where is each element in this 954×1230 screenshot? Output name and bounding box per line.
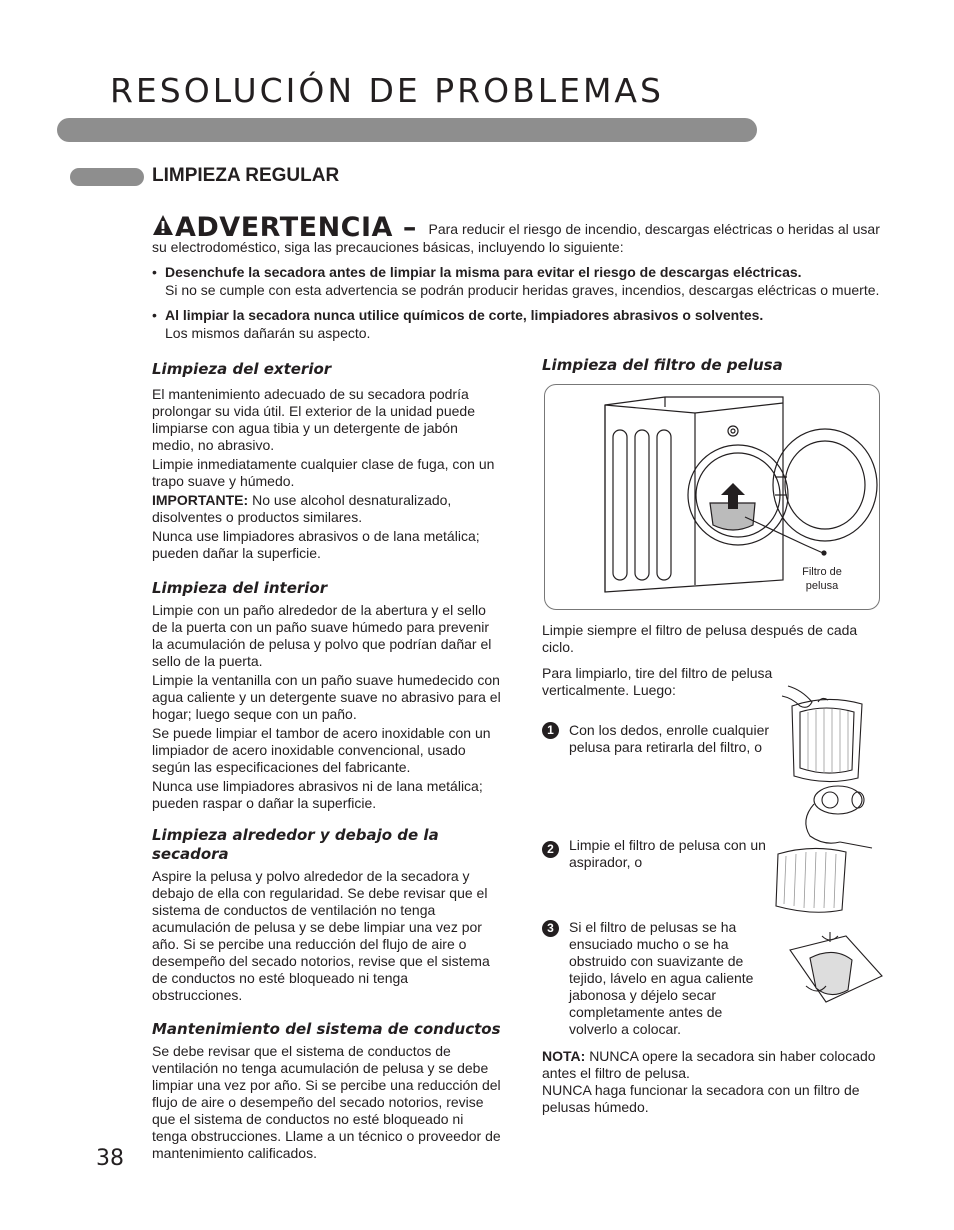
warning-bullet-text: Si no se cumple con esta advertencia se podrán producir heridas graves, incendios, descargas eléctricas o muerte. <box>165 282 880 298</box>
ducts-p1: Se debe revisar que el sistema de conductos de ventilación no tenga acumulación de pelusa y se debe limpiar una vez por año. Si se percibe una reducción del flujo de aire o desempeño del secado notorios, revise que el sistema de conductos no esté bloqueado ni tenga obstrucciones. Llame a un técnico o proveedor de mantenimiento calificados. <box>152 1043 501 1161</box>
note-text: NUNCA opere la secadora sin haber colocado antes el filtro de pelusa. <box>542 1048 876 1081</box>
washing-filter-icon <box>786 930 884 1008</box>
exterior-p3 <box>152 492 502 526</box>
exterior-p3-text: No use alcohol desnaturalizado, disolventes o productos similares. <box>152 492 452 525</box>
around-heading: Limpieza alrededor y debajo de la secadora <box>152 826 439 863</box>
step-text: Con los dedos, enrolle cualquier pelusa para retirarla del filtro, o <box>569 722 770 755</box>
interior-p4: Nunca use limpiadores abrasivos ni de lana metálica; pueden raspar o dañar la superficie. <box>152 778 483 811</box>
exterior-p2: Limpie inmediatamente cualquier clase de fuga, con un trapo suave y húmedo. <box>152 456 495 489</box>
filter-fingers-icon <box>778 680 874 790</box>
page-title: RESOLUCIÓN DE PROBLEMAS <box>110 71 664 110</box>
warning-bullet <box>152 263 887 299</box>
note-text-2: NUNCA haga funcionar la secadora con un filtro de pelusas húmedo. <box>542 1082 860 1115</box>
interior-p3: Se puede limpiar el tambor de acero inoxidable con un limpiador de acero inoxidable convencional, usado según las especificaciones del fabricante. <box>152 725 491 775</box>
note-label: NOTA: <box>542 1048 586 1064</box>
interior-p1: Limpie con un paño alrededor de la abertura y el sello de la puerta con un paño suave húmedo para prevenir la acumulación de pelusa y polvo que podrían dañar el sello de la puerta. <box>152 602 492 669</box>
left-column <box>152 360 502 1162</box>
interior-heading: Limpieza del interior <box>152 579 328 597</box>
exterior-important: IMPORTANTE: <box>152 492 249 508</box>
step-text: Limpie el filtro de pelusa con un aspirador, o <box>569 837 766 870</box>
lint-filter-label: Filtro de pelusa <box>802 566 842 592</box>
exterior-p1: El mantenimiento adecuado de su secadora podría prolongar su vida útil. El exterior de la unidad puede limpiarse con agua tibia y un detergente de jabón medio, no abrasivo. <box>152 386 475 453</box>
warning-bullet <box>152 306 887 342</box>
warning-intro: Para reducir el riesgo de incendio, descargas eléctricas o heridas al usar su electrodoméstico, siga las precauciones básicas, incluyendo lo siguiente: <box>152 221 880 255</box>
warning-triangle-icon <box>152 214 174 236</box>
warning-intro-line <box>152 214 887 256</box>
step-number: 3 <box>542 919 559 937</box>
warning-bullet-bold: Desenchufe la secadora antes de limpiar la misma para evitar el riesgo de descargas eléctricas. <box>165 264 802 280</box>
lint-p2: Para limpiarlo, tire del filtro de pelusa verticalmente. Luego: <box>542 665 773 698</box>
step-number: 2 <box>542 840 559 858</box>
section-heading: LIMPIEZA REGULAR <box>152 165 340 186</box>
lint-p1: Limpie siempre el filtro de pelusa después de cada ciclo. <box>542 622 858 655</box>
vacuum-icon <box>772 782 880 916</box>
warning-bullet-bold: Al limpiar la secadora nunca utilice químicos de corte, limpiadores abrasivos o solventes. <box>165 307 764 323</box>
section-pill <box>70 168 144 186</box>
exterior-heading: Limpieza del exterior <box>152 360 332 378</box>
around-p1: Aspire la pelusa y polvo alrededor de la secadora y debajo de ella con regularidad. Se debe revisar que el sistema de conductos de ventilación no tenga acumulación de pelusa y se debe limpiar una vez por año. Si se percibe una reducción del flujo de aire o desempeño del secado notorios, revise que el sistema de conductos no esté bloqueado ni tenga obstrucciones. <box>152 868 490 1003</box>
interior-p2: Limpie la ventanilla con un paño suave humedecido con agua caliente y un detergente suave no abrasivo para el hogar; luego seque con un paño. <box>152 672 501 722</box>
page-number: 38 <box>96 1146 124 1171</box>
note <box>542 1048 882 1116</box>
title-bar <box>57 118 757 142</box>
exterior-p4: Nunca use limpiadores abrasivos o de lana metálica; pueden dañar la superficie. <box>152 528 480 561</box>
warning-bullet-text: Los mismos dañarán su aspecto. <box>165 325 371 341</box>
step-text: Si el filtro de pelusas se ha ensuciado mucho o se ha obstruido con suavizante de tejido, lávelo en agua caliente jabonosa y déjelo secar completamente antes de volverlo a colocar. <box>569 919 754 1037</box>
ducts-heading: Mantenimiento del sistema de conductos <box>152 1020 501 1038</box>
step-number: 1 <box>542 721 559 739</box>
lint-heading: Limpieza del filtro de pelusa <box>542 356 783 374</box>
warning-block <box>152 214 887 342</box>
warning-title: ADVERTENCIA – <box>175 212 417 243</box>
